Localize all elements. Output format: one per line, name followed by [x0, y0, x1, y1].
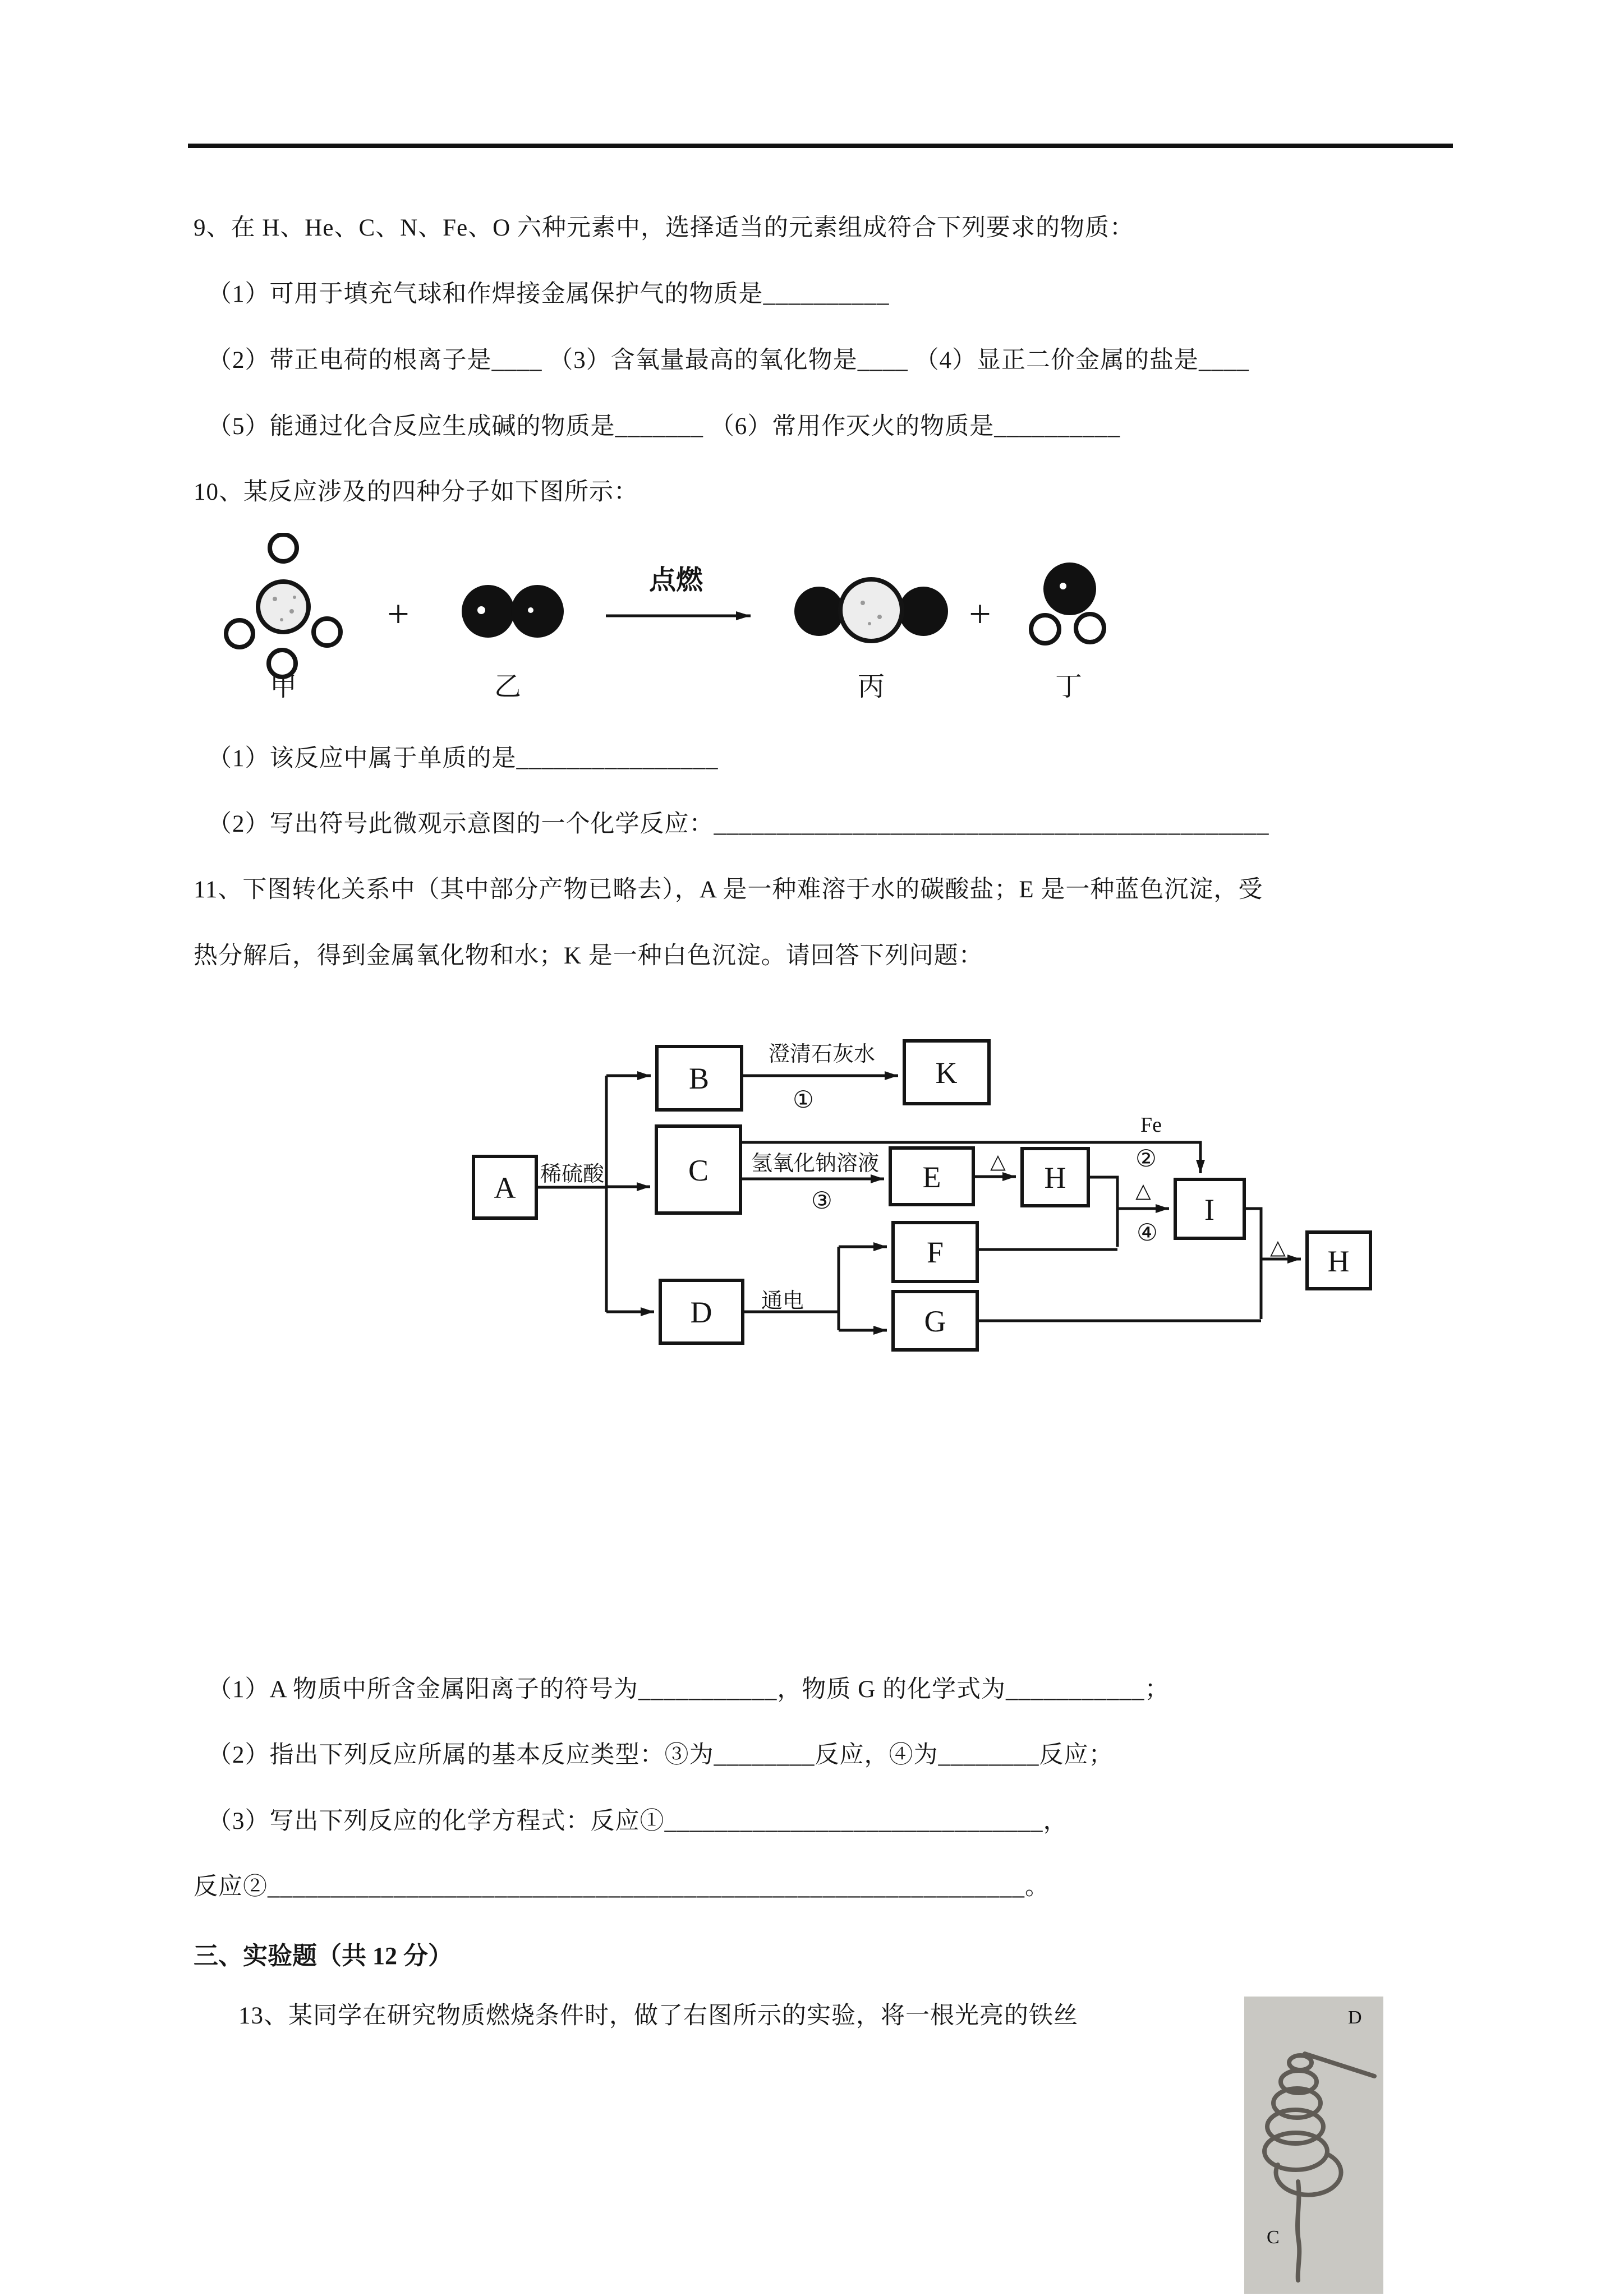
heat-icon: △ — [1270, 1236, 1286, 1258]
molecule-jia — [226, 534, 341, 677]
heat-icon: △ — [990, 1150, 1006, 1173]
molecule-diagram — [213, 533, 1167, 718]
label-naoh: 氢氧化钠溶液 — [751, 1152, 880, 1175]
label-jia: 甲 — [269, 672, 297, 702]
step2-mark: ② — [1135, 1146, 1157, 1172]
flow-letter-H1: H — [1044, 1161, 1066, 1195]
flow-letter-D: D — [690, 1295, 712, 1329]
label-fe: Fe — [1140, 1113, 1162, 1137]
label-bing: 丙 — [857, 672, 885, 702]
q9-line2: （2）带正电荷的根离子是____ （3）含氧量最高的氧化物是____ （4）显正二价金属的盐是____ — [208, 347, 1249, 374]
flow-letter-H2: H — [1327, 1244, 1350, 1278]
q11-sub1: （1）A 物质中所含金属阳离子的符号为___________，物质 G 的化学式为___________； — [208, 1676, 1170, 1703]
q10-sub1: （1）该反应中属于单质的是________________ — [208, 745, 719, 772]
label-ding: 丁 — [1055, 672, 1083, 702]
conversion-flowchart — [460, 1032, 1414, 1368]
q9-line1: （1）可用于填充气球和作焊接金属保护气的物质是__________ — [208, 281, 890, 307]
step4-mark: ④ — [1137, 1220, 1158, 1246]
q9-line3: （5）能通过化合反应生成碱的物质是_______ （6）常用作灭火的物质是__________ — [208, 413, 1121, 440]
label-electrify: 通电 — [761, 1289, 804, 1313]
flow-letter-C: C — [688, 1154, 709, 1187]
q11-sub2: （2）指出下列反应所属的基本反应类型：③为________反应，④为________反应； — [208, 1742, 1114, 1768]
step3-mark: ③ — [811, 1188, 832, 1214]
label-dilute-acid: 稀硫酸 — [540, 1163, 605, 1186]
q13-stem: 13、某同学在研究物质燃烧条件时，做了右图所示的实验，将一根光亮的铁丝 — [238, 2003, 1078, 2029]
flow-letter-G: G — [924, 1304, 946, 1338]
section3-heading: 三、实验题（共 12 分） — [194, 1942, 453, 1970]
plus-sign: + — [387, 593, 410, 636]
flow-letter-K: K — [935, 1056, 958, 1090]
plus-sign: + — [969, 593, 991, 636]
flow-letter-E: E — [922, 1160, 941, 1194]
molecule-ding — [1031, 563, 1104, 643]
header-rule — [188, 144, 1453, 148]
flow-letter-F: F — [926, 1235, 944, 1269]
label-yi: 乙 — [494, 672, 522, 702]
flow-letter-A: A — [494, 1171, 516, 1205]
iron-wire-photo — [1244, 1997, 1383, 2294]
ghost-print-letter: C — [1267, 2227, 1280, 2248]
iron-wire-coil-drawing — [1244, 1997, 1383, 2294]
label-limewater: 澄清石灰水 — [768, 1043, 876, 1066]
heat-icon: △ — [1135, 1179, 1151, 1202]
flow-letter-I: I — [1204, 1193, 1214, 1227]
q10-sub2: （2）写出符号此微观示意图的一个化学反应：____________________________________________ — [208, 811, 1269, 837]
molecule-bing — [794, 579, 948, 641]
flow-letter-B: B — [688, 1062, 710, 1095]
q11-sub4: 反应②____________________________________________________________。 — [194, 1874, 1050, 1900]
ignite-label: 点燃 — [648, 565, 703, 595]
q10-stem: 10、某反应涉及的四种分子如下图所示： — [194, 479, 638, 505]
ghost-print-letter: D — [1348, 2007, 1362, 2028]
molecule-yi — [462, 585, 564, 638]
q11-stem-line1: 11、下图转化关系中（其中部分产物已略去），A 是一种难溶于水的碳酸盐；E 是一种蓝色沉淀，受 — [194, 877, 1263, 903]
step1-mark: ① — [793, 1087, 814, 1113]
q9-stem: 9、在 H、He、C、N、Fe、O 六种元素中，选择适当的元素组成符合下列要求的物质： — [194, 215, 1134, 241]
wire-coil — [1264, 2054, 1374, 2280]
q11-sub3: （3）写出下列反应的化学方程式：反应①______________________________， — [208, 1808, 1068, 1834]
q11-stem-line2: 热分解后，得到金属氧化物和水；K 是一种白色沉淀。请回答下列问题： — [194, 943, 983, 969]
